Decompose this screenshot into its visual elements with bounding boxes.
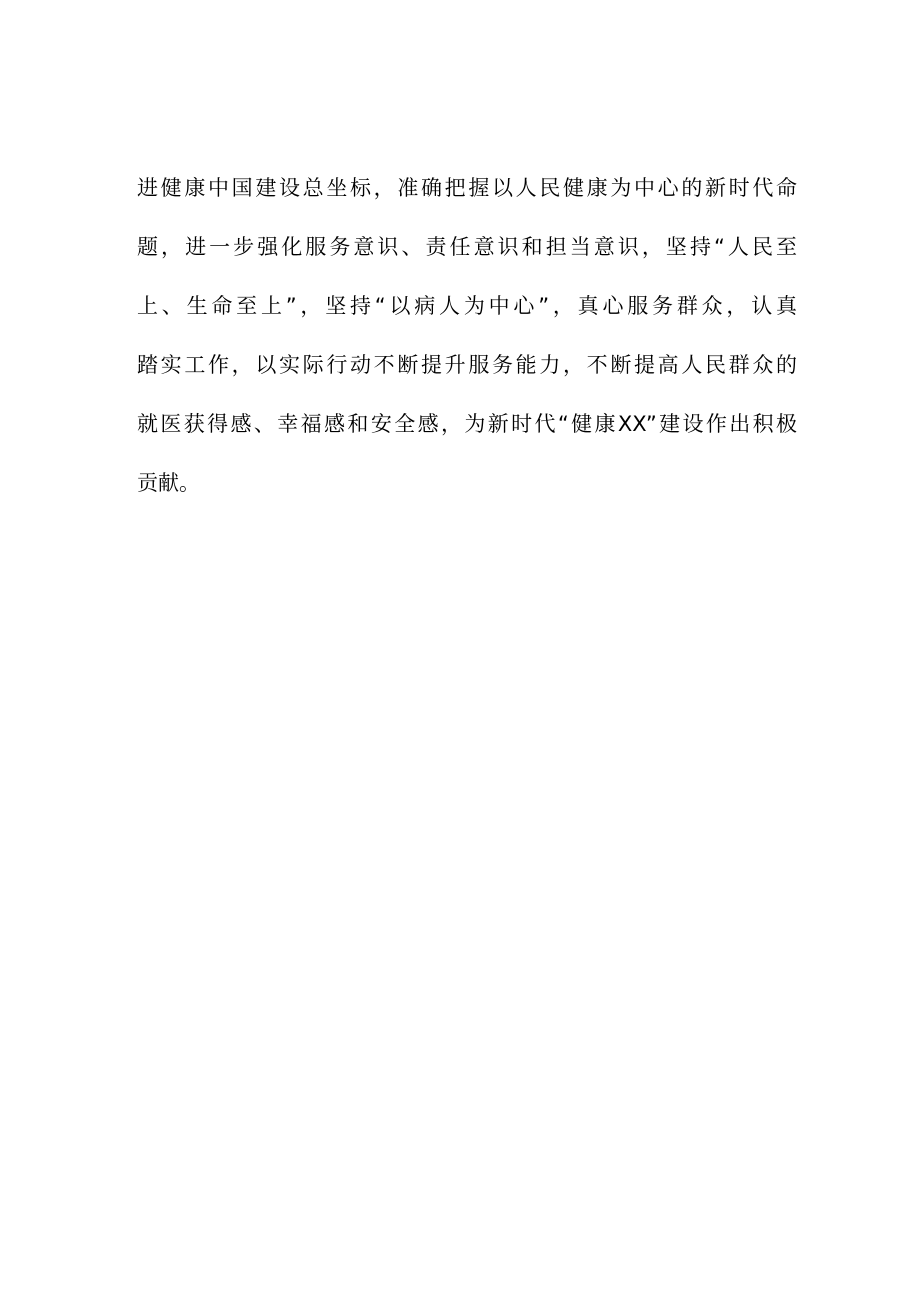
paragraph-line-3: 上、生命至上”，坚持“以病人为中心”，真心服务群众，认真 [137,294,797,318]
paragraph-line-1: 进健康中国建设总坐标，准确把握以人民健康为中心的新时代命 [137,176,797,200]
paragraph-line-5: 就医获得感、幸福感和安全感，为新时代“健康XX”建设作出积极 [137,412,797,436]
paragraph-line-6: 贡献。 [137,471,200,495]
body-paragraph [137,166,797,520]
paragraph-line-2: 题，进一步强化服务意识、责任意识和担当意识，坚持“人民至 [137,235,797,259]
paragraph-line-4: 踏实工作，以实际行动不断提升服务能力，不断提高人民群众的 [137,353,797,377]
